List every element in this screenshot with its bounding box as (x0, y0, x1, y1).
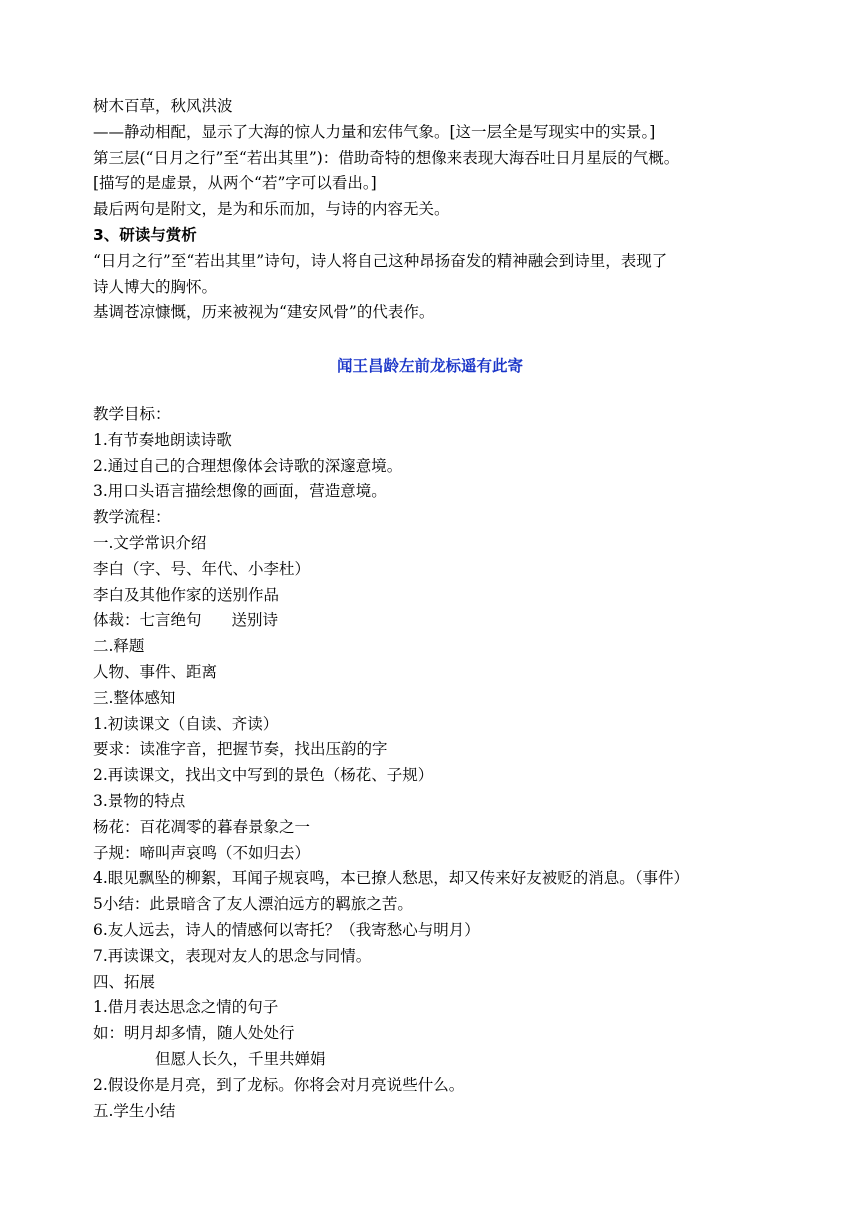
text-line: 一.文学常识介绍 (93, 533, 207, 552)
text-line: 教学目标： (93, 405, 171, 423)
text-line: 5小结：此景暗含了友人漂泊远方的羁旅之苦。 (93, 895, 413, 914)
text-line: 四、拓展 (93, 972, 156, 991)
text-line: 3.景物的特点 (93, 791, 186, 810)
text-line: 二.释题 (93, 637, 145, 656)
text-line: 杨花：百花凋零的暮春景象之一 (93, 817, 311, 836)
text-line: 7.再读课文，表现对友人的思念与同情。 (93, 946, 372, 965)
text-line: 李白（字、号、年代、小李杜） (93, 559, 311, 578)
top-section (93, 94, 783, 326)
genre-type: 送别诗 (231, 611, 279, 630)
text-line: 诗人博大的胸怀。 (93, 277, 218, 296)
genre-line (93, 608, 783, 634)
text-line: 3.用口头语言描绘想像的画面，营造意境。 (93, 482, 387, 501)
text-line: 三.整体感知 (93, 688, 176, 707)
text-line: 4.眼见飘坠的柳絮，耳闻子规哀鸣，本已撩人愁思，却又传来好友被贬的消息。（事件） (93, 869, 690, 888)
text-line-indented: 但愿人长久，千里共婵娟 (155, 1049, 326, 1068)
text-line: “日月之行”至“若出其里”诗句，诗人将自己这种昂扬奋发的精神融会到诗里，表现了 (93, 251, 668, 270)
text-line: 6.友人远去，诗人的情感何以寄托？（我寄愁心与明月） (93, 920, 480, 939)
text-line: 子规：啼叫声哀鸣（不如归去） (93, 843, 311, 862)
text-line: 人物、事件、距离 (93, 662, 218, 681)
text-line: 1.初读课文（自读、齐读） (93, 714, 279, 733)
text-line: 教学流程： (93, 508, 171, 527)
text-line: 树木百草，秋风洪波 (93, 97, 233, 115)
text-line: 如：明月却多情，随人处处行 (93, 1024, 295, 1043)
text-line: 五.学生小结 (93, 1101, 176, 1120)
section-heading: 3、研读与赏析 (93, 225, 197, 244)
text-line: 李白及其他作家的送别作品 (93, 585, 280, 604)
text-line: 基调苍凉慷慨，历来被视为“建安风骨”的代表作。 (93, 303, 435, 322)
genre-label: 体裁：七言绝句 (93, 611, 202, 630)
text-line: 第三层(“日月之行”至“若出其里”)：借助奇特的想像来表现大海吞吐日月星辰的气概。 (93, 148, 680, 167)
text-line: 2.通过自己的合理想像体会诗歌的深邃意境。 (93, 456, 403, 475)
text-line: 1.借月表达思念之情的句子 (93, 998, 279, 1017)
lesson-body (93, 402, 783, 1124)
text-line: 要求：读准字音，把握节奏，找出压韵的字 (93, 740, 388, 759)
text-line: 最后两句是附文，是为和乐而加，与诗的内容无关。 (93, 200, 450, 219)
text-line: ——静动相配，显示了大海的惊人力量和宏伟气象。[这一层全是写现实中的实景。] (93, 122, 656, 141)
lesson-title: 闻王昌龄左前龙标遥有此寄 (336, 357, 523, 375)
text-line: 2.假设你是月亮，到了龙标。你将会对月亮说些什么。 (93, 1075, 465, 1094)
text-line: [描写的是虚景，从两个“若”字可以看出。] (93, 174, 377, 193)
text-line: 1.有节奏地朗读诗歌 (93, 430, 232, 449)
text-line: 2.再读课文，找出文中写到的景色（杨花、子规） (93, 766, 434, 785)
